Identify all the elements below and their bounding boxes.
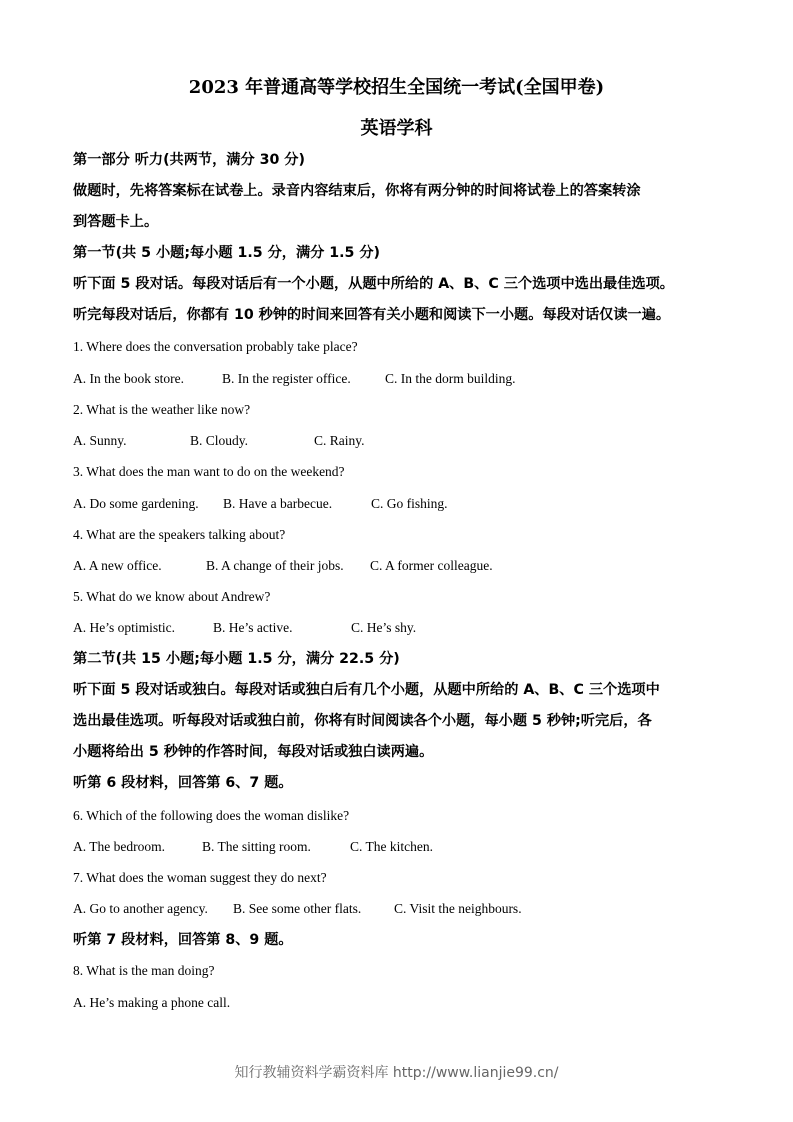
part1-instruction-line1: 做题时，先将答案标在试卷上。录音内容结束后，你将有两分钟的时间将试卷上的答案转涂 [73,183,641,199]
section1-instruction-line1: 听下面 5 段对话。每段对话后有一个小题，从题中所给的 A、B、C 三个选项中选出最佳选项。 [73,276,674,292]
question-2: 2. What is the weather like now? [73,402,251,417]
question-4-option-b: B. A change of their jobs. [206,558,344,573]
question-4-option-c: C. A former colleague. [370,558,493,573]
section2-instruction-line3: 小题将给出 5 秒钟的作答时间，每段对话或独白读两遍。 [73,744,434,760]
exam-title: 2023 年普通高等学校招生全国统一考试(全国甲卷) [188,77,605,98]
question-3-option-b: B. Have a barbecue. [223,496,333,511]
question-3-option-a: A. Do some gardening. [73,496,199,511]
question-4: 4. What are the speakers talking about? [73,527,286,542]
question-7-option-b: B. See some other flats. [233,901,362,916]
question-8: 8. What is the man doing? [73,963,215,978]
question-2-option-b: B. Cloudy. [190,433,249,448]
question-6-option-c: C. The kitchen. [350,839,433,854]
question-2-option-c: C. Rainy. [314,433,365,448]
question-7-option-c: C. Visit the neighbours. [394,901,522,916]
section2-instruction-line2: 选出最佳选项。听每段对话或独白前，你将有时间阅读各个小题，每小题 5 秒钟;听完后，各 [73,713,652,729]
material6-heading: 听第 6 段材料，回答第 6、7 题。 [73,775,293,791]
question-5-option-c: C. He’s shy. [351,620,417,635]
question-5: 5. What do we know about Andrew? [73,589,271,604]
part1-instruction-line2: 到答题卡上。 [73,214,159,230]
material7-heading: 听第 7 段材料，回答第 8、9 题。 [73,932,293,948]
section1-instruction-line2: 听完每段对话后，你都有 10 秒钟的时间来回答有关小题和阅读下一小题。每段对话仅读一遍。 [73,307,671,323]
section2-instruction-line1: 听下面 5 段对话或独白。每段对话或独白后有几个小题，从题中所给的 A、B、C 三个选项中 [73,682,660,698]
question-6-option-a: A. The bedroom. [73,839,165,854]
question-2-option-a: A. Sunny. [73,433,127,448]
question-1-option-a: A. In the book store. [73,371,184,386]
question-1: 1. Where does the conversation probably take place? [73,339,358,354]
question-6: 6. Which of the following does the woman dislike? [73,808,350,823]
question-1-option-c: C. In the dorm building. [385,371,516,386]
part1-heading: 第一部分 听力(共两节，满分 30 分) [73,152,305,168]
section1-heading: 第一节(共 5 小题;每小题 1.5 分，满分 1.5 分) [73,245,381,261]
question-8-option-a: A. He’s making a phone call. [73,995,231,1010]
question-1-option-b: B. In the register office. [222,371,351,386]
subject-title: 英语学科 [360,118,433,139]
question-3: 3. What does the man want to do on the weekend? [73,464,345,479]
question-7: 7. What does the woman suggest they do next? [73,870,327,885]
question-5-option-a: A. He’s optimistic. [73,620,175,635]
footer-watermark: 知行教辅资料学霸资料库 http://www.lianjie99.cn/ [234,1065,559,1081]
question-4-option-a: A. A new office. [73,558,162,573]
question-5-option-b: B. He’s active. [213,620,293,635]
question-7-option-a: A. Go to another agency. [73,901,208,916]
question-6-option-b: B. The sitting room. [202,839,311,854]
section2-heading: 第二节(共 15 小题;每小题 1.5 分，满分 22.5 分) [73,651,400,667]
question-3-option-c: C. Go fishing. [371,496,448,511]
